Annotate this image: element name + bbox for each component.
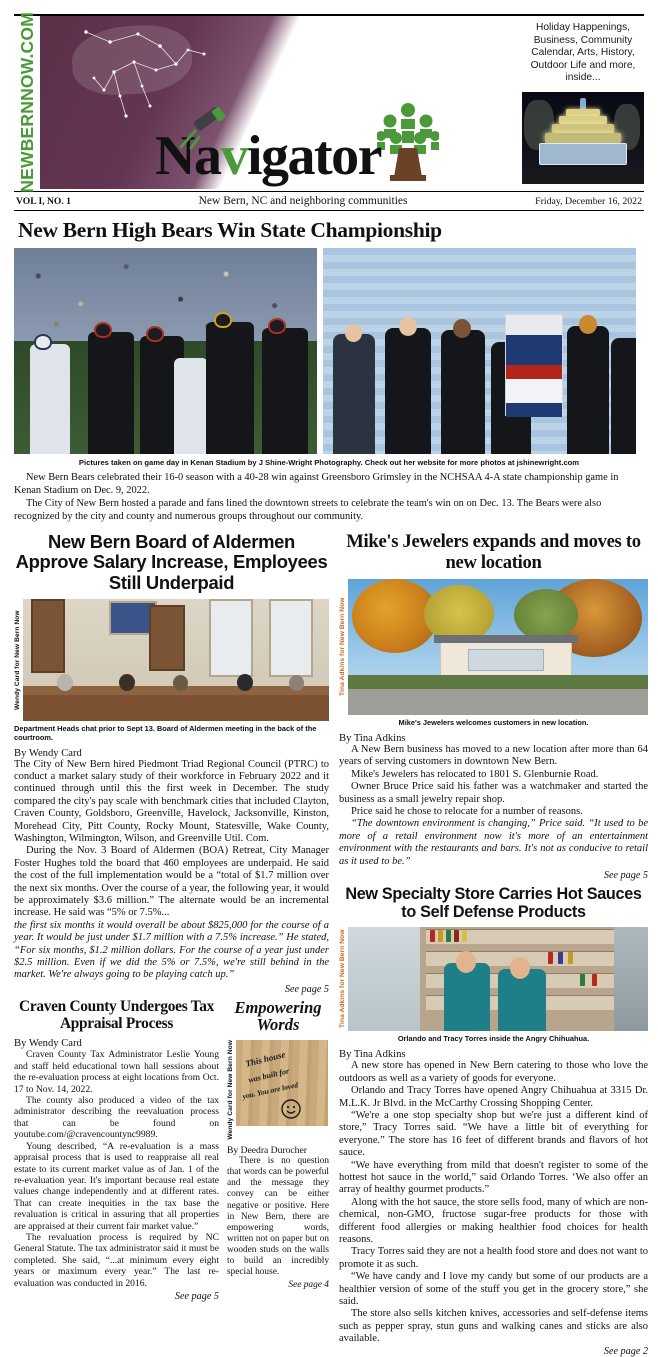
logo-part-2: igator xyxy=(246,125,382,188)
volume-number: VOL I, NO. 1 xyxy=(16,195,71,207)
empowering-byline: By Deedra Durocher xyxy=(227,1145,307,1157)
logo-part-v: v xyxy=(220,125,247,188)
hotsauce-paragraph-7: “We have candy and I love my candy but some of our products are a healthier version of some of the stuff you get in the grocery store,” she said. xyxy=(339,1271,648,1307)
stud-text-line-1: This house xyxy=(244,1048,287,1069)
masthead-promo-column xyxy=(514,16,644,189)
empowering-headline: Empowering Words xyxy=(234,997,322,1035)
mikes-jewelers-storefront-photo xyxy=(348,579,648,715)
hotsauce-paragraph-1: A new store has opened in New Bern catering to those who love the outdoors as well as a variety of goods for everyone. xyxy=(339,1060,648,1084)
aldermen-headline: New Bern Board of Aldermen Approve Salary Increase, Employees Still Underpaid xyxy=(15,531,328,593)
people-tree-icon xyxy=(377,101,439,181)
mikes-headline: Mike's Jewelers expands and moves to new location xyxy=(346,531,641,573)
tax-body xyxy=(14,1049,219,1289)
stud-text-line-3: you. You are loved xyxy=(241,1079,299,1101)
mikes-paragraph-2: Mike's Jewelers has relocated to 1801 S. Glenburnie Road. xyxy=(351,768,599,780)
hotsauce-paragraph-3: “We're a one stop specialty shop but we're just a different kind of store,” Tracy Torres said. “We have a little bit of everything for everyone.” The store has 16 feet of different brands and flavors of hot sauce. xyxy=(339,1109,648,1159)
tax-paragraph-2: The county also produced a video of the tax administrator describing the reevaluation process that can be found on youtube.com/@cravencountync9989. xyxy=(14,1095,219,1141)
left-column xyxy=(14,532,329,1356)
article-columns xyxy=(14,531,648,1357)
empowering-photo-credit: Wendy Card for New Bern Now xyxy=(227,1039,234,1140)
telescope-icon xyxy=(173,107,235,153)
smiley-face-icon xyxy=(280,1098,302,1120)
lead-paragraph-2: The City of New Bern hosted a parade and fans lined the downtown streets to celebrate the team's win on on Dec. 13. The Bears were also recognized by the city and county and numerous groups throughout our community. xyxy=(14,498,602,522)
mikes-paragraph-3: Owner Bruce Price said his father was a watchmaker and started the business as a small jewelry repair shop. xyxy=(339,781,648,805)
hotsauce-figure xyxy=(339,927,648,1031)
tax-see-page: See page 5 xyxy=(174,1290,219,1302)
tax-article xyxy=(14,999,219,1302)
tax-paragraph-3: Young described, “A re-evaluation is a mass appraisal process that is used to reappraise all real estate to its current market value as of Jan. 1 of the re-evaluation year. It's important because real estate values change independently and at different rates. That can create inequities in the tax base the revaluation is critical in assuring that all properties are appraised at their current fair market value.” xyxy=(14,1140,219,1232)
hotsauce-photo-credit: Tina Adkins for New Bern Now xyxy=(339,930,346,1029)
aldermen-photo-credit: Wendy Card for New Bern Now xyxy=(14,609,21,710)
hotsauce-paragraph-6: Tracy Torres said they are not a health food store and does not want to promote it as such. xyxy=(339,1246,648,1270)
lead-headline: New Bern High Bears Win State Championship xyxy=(18,218,442,242)
tax-paragraph-4: The revaluation process is required by NC General Statute. The tax administrator said it must be completed. She said, “...at minimum every eight years or maximum every year.” The last re-evaluation was conducted in 2016. xyxy=(14,1231,219,1289)
lead-paragraph-1: New Bern Bears celebrated their 16-0 season with a 40-28 win against Greensboro Grimsley in the NCHSAA 4-A state championship game in Kenan Stadium on Dec. 9, 2022. xyxy=(14,472,619,496)
masthead xyxy=(14,12,644,193)
board-meeting-photo xyxy=(23,599,329,721)
hotsauce-paragraph-5: Along with the hot sauce, the store sells food, many of which are non-chemical, non-GMO, fructose sugar-free products for those with different food allergies or making healthier food choices for health reasons. xyxy=(339,1196,648,1245)
wooden-stud-photo xyxy=(236,1040,328,1126)
navigator-logo[interactable] xyxy=(155,101,439,188)
stud-text-line-2: was built for xyxy=(247,1065,290,1085)
navigator-wordmark xyxy=(155,125,382,188)
empowering-paragraph-1: There is no question that words can be powerful and the message they convey can be either negative or positive. Here in New Bern, there are empowering words, written not on paper but on wooden studs on the walls to build an incredibly special house. xyxy=(227,1156,329,1278)
logo-part-1: Na xyxy=(155,125,221,188)
mikes-byline: By Tina Adkins xyxy=(339,732,406,744)
empowering-body xyxy=(227,1156,329,1278)
empowering-figure xyxy=(227,1040,329,1140)
issue-date: Friday, December 16, 2022 xyxy=(535,195,642,207)
aldermen-byline: By Wendy Card xyxy=(14,747,82,759)
hotsauce-byline: By Tina Adkins xyxy=(339,1049,406,1061)
mikes-figure xyxy=(339,579,648,715)
aldermen-figure xyxy=(14,599,329,721)
empowering-words-article xyxy=(227,999,329,1302)
angry-chihuahua-store-photo xyxy=(348,927,648,1031)
tax-headline: Craven County Undergoes Tax Appraisal Process xyxy=(19,997,214,1032)
mikes-paragraph-5: “The downtown environment is changing,” Price said. “It used to be more of a retail environment now it's more of an entertainment environment with the restaurants and bars. It's not as conducive to retail as it used to be.” xyxy=(339,818,648,867)
aldermen-paragraph-2b: the first six months it would overall be about $825,000 for the course of a year. It would be just under $1.7 million with a 7.5% increase.” He stated, “For six months, $1.2 million dollars. For the course of a year just under $2.5 million. Even if we did the 5% or 7.5%, we're still behind in the market. We're always going to be playing catch up.” xyxy=(14,919,329,981)
hotsauce-body xyxy=(339,1060,648,1345)
lead-photo-row xyxy=(14,248,644,454)
mikes-photo-credit: Tina Adkins for New Bern Now xyxy=(339,597,346,697)
aldermen-paragraph-1: The City of New Bern hired Piedmont Triad Regional Council (PTRC) to conduct a market salary study of their workforce in February 2022 and it continued through until this the first week in December. The study compared the city's pay scale with benchmark cities that included Clayton, Craven County, Goldsboro, Greenville, Havelock, Jacksonville, Kinston, Morehead City, Pitt County, Rocky Mount, Statesville, Wake County, Washington, Wilmington, Wilson, and Greenville Util. Com. xyxy=(14,758,329,844)
lead-body xyxy=(14,472,644,523)
aldermen-body xyxy=(14,759,329,982)
mikes-caption: Mike's Jewelers welcomes customers in new location. xyxy=(398,717,589,727)
masthead-banner xyxy=(40,16,514,189)
football-game-photo xyxy=(14,248,317,454)
tax-byline: By Wendy Card xyxy=(14,1038,82,1050)
hotsauce-see-page: See page 2 xyxy=(603,1345,648,1357)
newspaper-front-page xyxy=(0,12,658,1357)
aldermen-see-page: See page 5 xyxy=(284,983,329,995)
empowering-see-page: See page 4 xyxy=(288,1280,329,1291)
left-subcolumns xyxy=(14,999,329,1302)
trophy-presentation-photo xyxy=(323,248,636,454)
gazebo-holiday-photo xyxy=(522,92,644,184)
hotsauce-paragraph-8: The store also sells kitchen knives, accessories and self-defense items such as pepper spray, stun guns and walking canes and sticks are also available. xyxy=(339,1308,648,1345)
hotsauce-paragraph-4: “We have everything from mild that doesn't register to some of the hottest hot sauce in the world,” said Orlando Torres. ‘We also offer an array of healthy gourmet products.” xyxy=(339,1159,648,1196)
website-url-text: NEWBERNNOW.COM xyxy=(16,12,37,193)
mikes-body xyxy=(339,744,648,868)
hotsauce-headline: New Specialty Store Carries Hot Sauces to Self Defense Products xyxy=(345,884,642,921)
lead-photo-credit: Pictures taken on game day in Kenan Stadium by J Shine-Wright Photography. Check out her website for more photos at jshinewright.com xyxy=(78,458,580,467)
tagline: New Bern, NC and neighboring communities xyxy=(198,195,408,207)
aldermen-paragraph-2a: During the Nov. 3 Board of Aldermen (BOA) Retreat, City Manager Foster Hughes told the board that 460 employees are underpaid. He said the cost of the full implementation would be a “total of $1.7 million over the next six months. Over the course of a year, the following year, it would be approximately $3.6 million.” The alternate would be an incremental increase. He said was “5% or 7.5%... xyxy=(14,845,329,919)
hotsauce-paragraph-2: Orlando and Tracy Torres have opened Angry Chihuahua at 3315 Dr. M.L.K. Jr Blvd. in the McCarthy Crossing Shopping Center. xyxy=(339,1085,648,1109)
mikes-paragraph-4: Price said he chose to relocate for a number of reasons. xyxy=(351,805,583,817)
volume-date-bar xyxy=(14,191,644,211)
aldermen-caption: Department Heads chat prior to Sept 13. Board of Aldermen meeting in the back of the courtroom. xyxy=(14,723,317,742)
website-url-strip[interactable] xyxy=(14,12,40,193)
right-column xyxy=(339,532,648,1356)
tax-paragraph-1: Craven County Tax Administrator Leslie Young and staff held educational town hall sessions about the re-evaluation process at eight locations from Oct. 17 to Nov. 14, 2022. xyxy=(14,1049,219,1095)
hotsauce-caption: Orlando and Tracy Torres inside the Angry Chihuahua. xyxy=(397,1034,590,1044)
mikes-paragraph-1: A New Bern business has moved to a new location after more than 64 years of serving customers in downtown New Bern. xyxy=(339,743,648,768)
promo-blurb: Holiday Happenings, Business, Community Calendar, Arts, History, Outdoor Life and more, inside... xyxy=(530,22,636,84)
mikes-see-page: See page 5 xyxy=(603,869,648,881)
